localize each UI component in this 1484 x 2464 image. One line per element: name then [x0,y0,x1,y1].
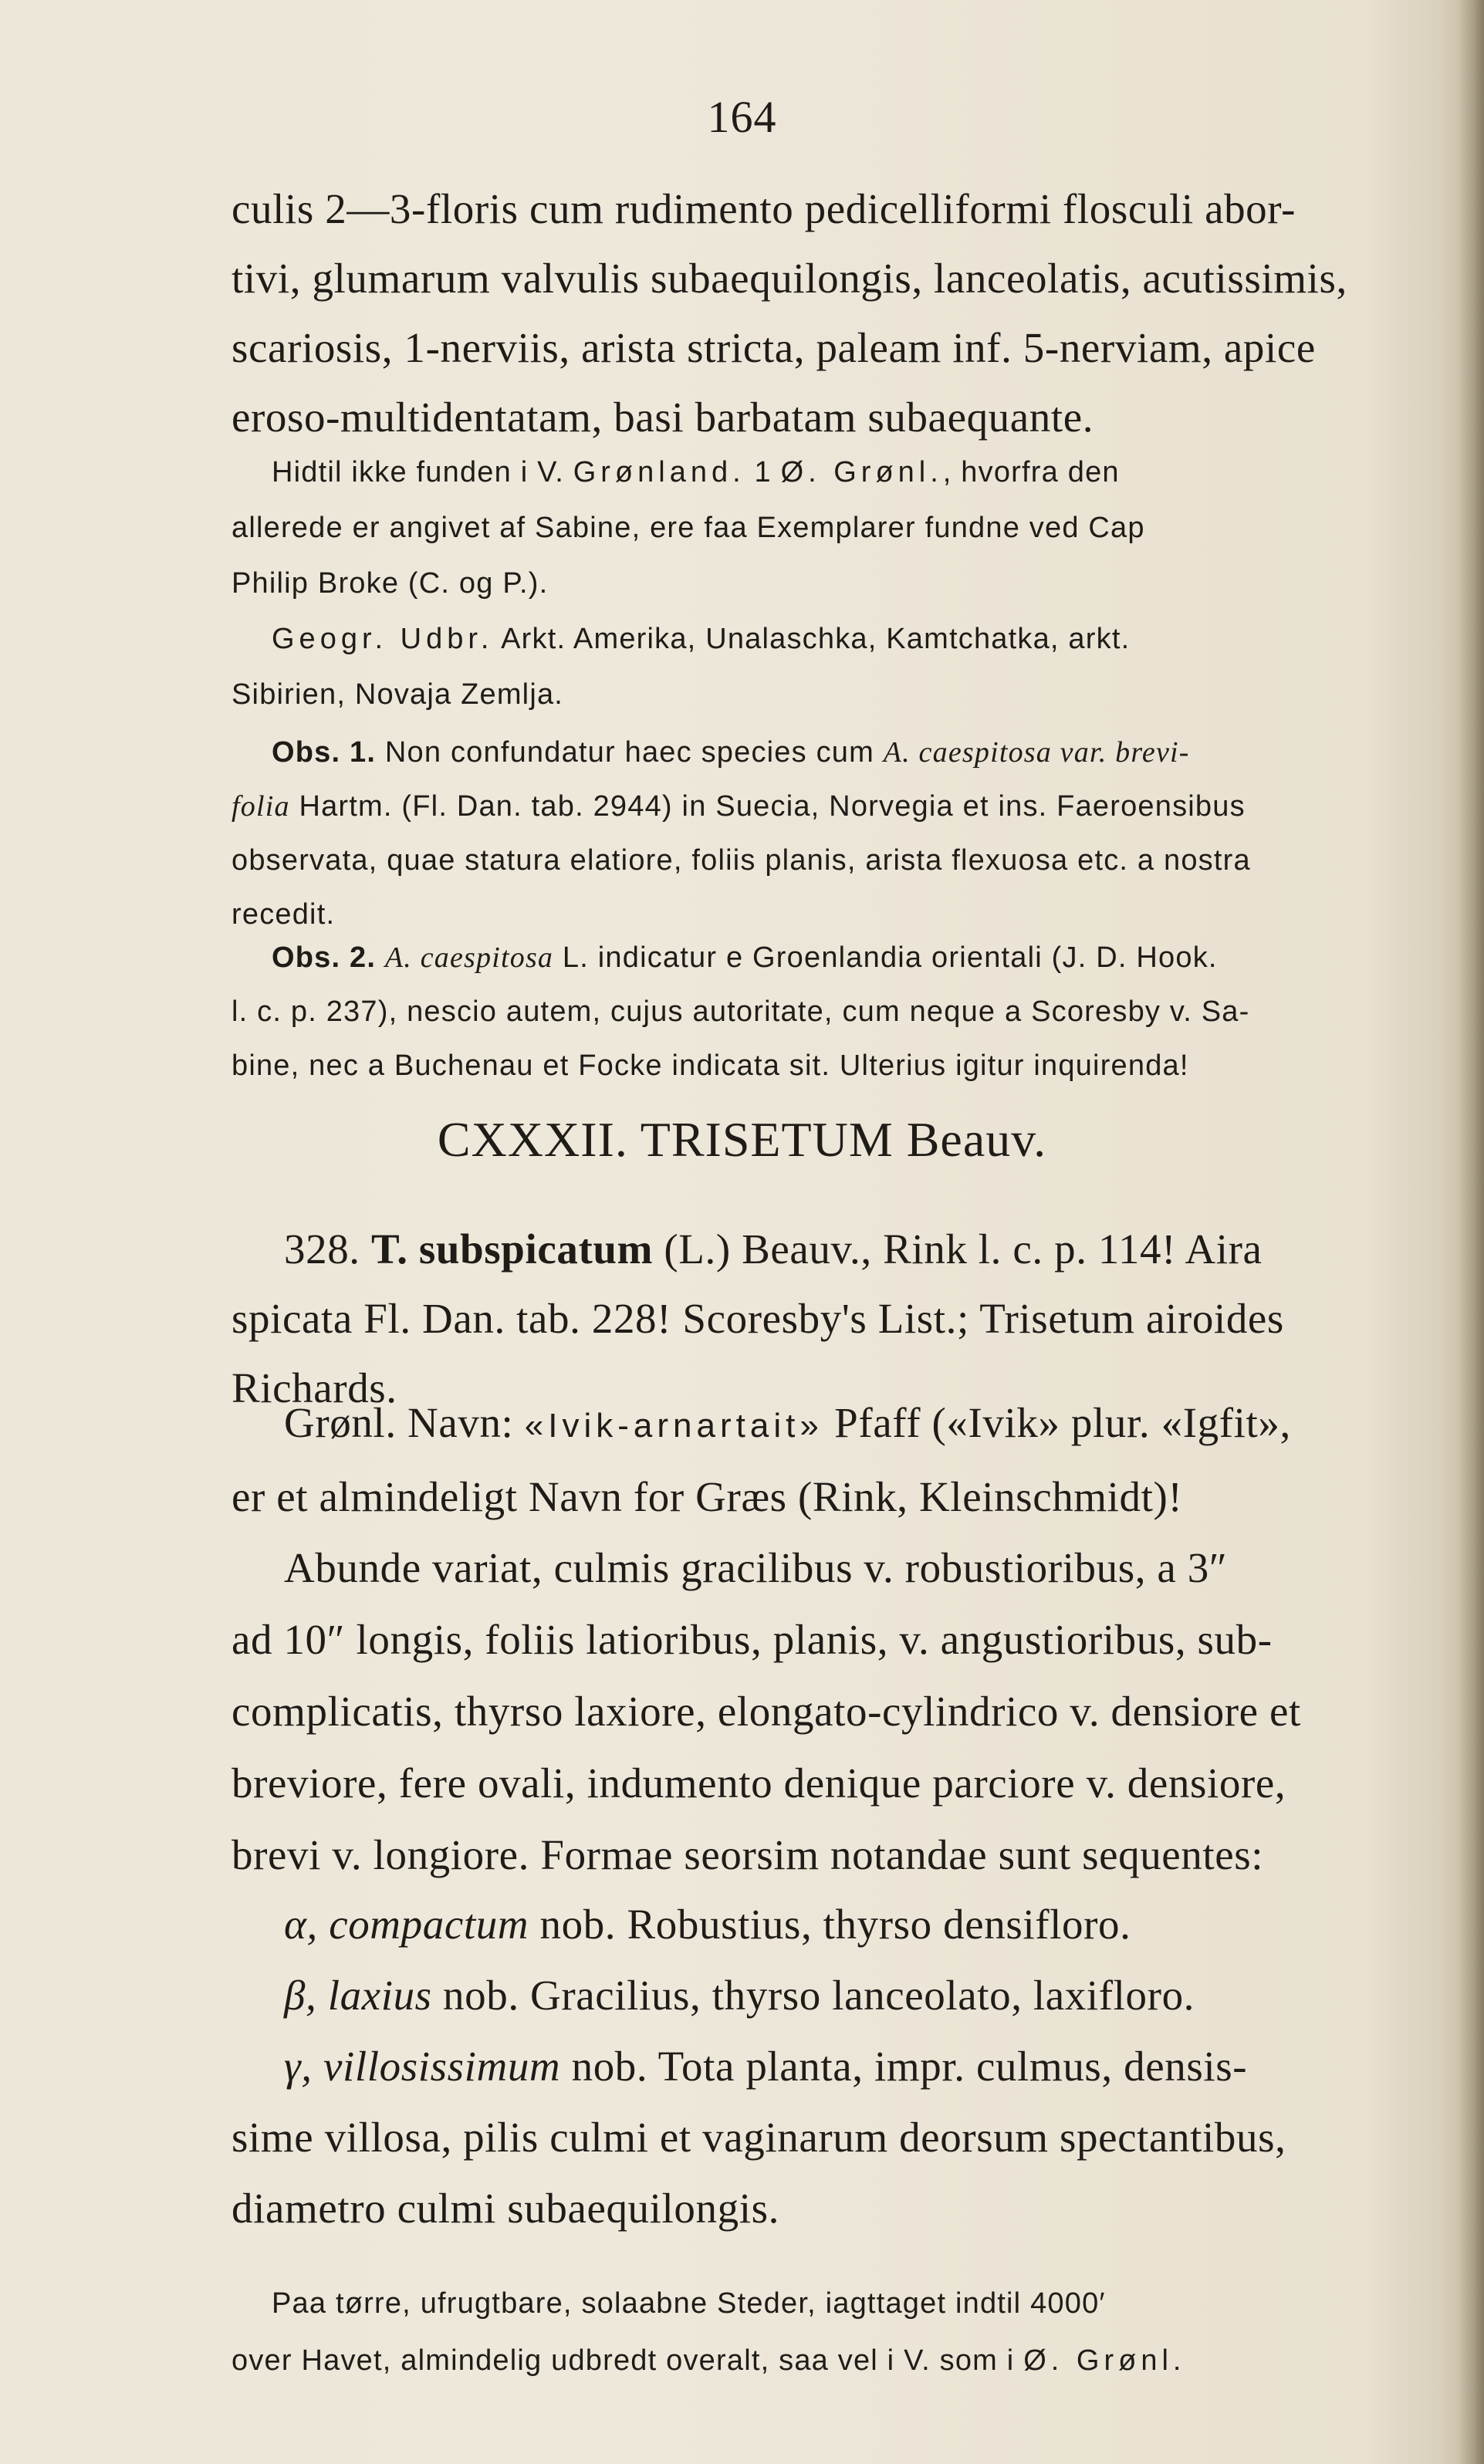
text-line: allerede er angivet af Sabine, ere faa Exemplarer fundne ved Cap [232,512,1145,544]
species-name: T. subspicatum [371,1225,654,1273]
description-paragraph [232,174,1420,452]
text-line: Sibirien, Novaja Zemlja. [232,678,564,711]
text-line: Paa tørre, ufrugtbare, solaabne Steder, iagttaget indtil 4000′ [272,2287,1106,2320]
text-line: 328. T. subspicatum (L.) Beauv., Rink l. c. p. 114! Aira [284,1225,1263,1273]
genus-heading: CXXXII. TRISETUM Beauv. [437,1112,1047,1167]
text-line: er et almindeligt Navn for Græs (Rink, Kleinschmidt)! [232,1473,1183,1520]
text-line: Richards. [232,1364,397,1411]
text-line: Abunde variat, culmis gracilibus v. robustioribus, a 3″ [284,1544,1228,1591]
text-line: scariosis, 1-nerviis, arista stricta, paleam inf. 5-nerviam, apice [232,324,1316,371]
text-line: complicatis, thyrso laxiore, elongato-cylindrico v. densiore et [232,1688,1301,1735]
distribution-paragraph [232,444,1420,611]
geography-paragraph [232,611,1420,722]
greenlandic-name-paragraph [232,1387,1420,1533]
observation-1 [232,725,1420,941]
text-line: sime villosa, pilis culmi et vaginarum deorsum spectantibus, [232,2114,1286,2161]
text-line: brevi v. longiore. Formae seorsim notandae sunt sequentes: [232,1831,1264,1878]
text-line: Philip Broke (C. og P.). [232,567,549,600]
observation-2 [232,931,1420,1093]
text-line: diametro culmi subaequilongis. [232,2185,779,2232]
text-line: Obs. 2. A. caespitosa L. indicatur e Groenlandia orientali (J. D. Hook. [272,941,1218,974]
form-beta: β, laxius nob. Gracilius, thyrso lanceolato, laxifloro. [284,1972,1195,2019]
forms-list [232,1889,1420,2244]
text-line: over Havet, almindelig udbredt overalt, saa vel i V. som i Ø. Grønl. [232,2344,1186,2377]
text-line: culis 2—3-floris cum rudimento pedicelliformi flosculi abor- [232,185,1296,232]
habitat-paragraph [232,2275,1420,2389]
text-line: recedit. [232,898,336,931]
obs-label: Obs. 2. [272,941,377,974]
page-edge-shadow [1458,0,1484,2464]
form-gamma: γ, villosissimum nob. Tota planta, impr. culmus, densis- [284,2043,1248,2090]
text-line: tivi, glumarum valvulis subaequilongis, lanceolatis, acutissimis, [232,255,1347,302]
text-line: folia Hartm. (Fl. Dan. tab. 2944) in Suecia, Norvegia et ins. Faeroensibus [232,790,1246,823]
text-line: eroso-multidentatam, basi barbatam subaequante. [232,394,1094,441]
text-line: Grønl. Navn: «Ivik-arnartait» Pfaff («Ivik» plur. «Igfit», [284,1399,1291,1446]
text-line: l. c. p. 237), nescio autem, cujus autoritate, cum neque a Scoresby v. Sa- [232,995,1250,1028]
form-alpha: α, compactum nob. Robustius, thyrso densifloro. [284,1901,1131,1948]
text-line: bine, nec a Buchenau et Focke indicata sit. Ulterius igitur inquirenda! [232,1049,1189,1082]
text-line: Hidtil ikke funden i V. Grønland. 1 Ø. Grønl., hvorfra den [272,456,1120,488]
obs-label: Obs. 1. [272,736,377,769]
text-line: ad 10″ longis, foliis latioribus, planis, v. angustioribus, sub- [232,1616,1273,1663]
page-number: 164 [707,92,777,142]
text-line: Geogr. Udbr. Arkt. Amerika, Unalaschka, Kamtchatka, arkt. [272,623,1131,655]
text-line: Obs. 1. Non confundatur haec species cum A. caespitosa var. brevi- [272,736,1190,769]
text-line: observata, quae statura elatiore, foliis planis, arista flexuosa etc. a nostra [232,844,1251,877]
text-line: spicata Fl. Dan. tab. 228! Scoresby's List.; Trisetum airoides [232,1295,1284,1342]
entry-number: 328. [284,1225,360,1273]
text-line: breviore, fere ovali, indumento denique parciore v. densiore, [232,1759,1286,1807]
variation-paragraph [232,1532,1420,1891]
